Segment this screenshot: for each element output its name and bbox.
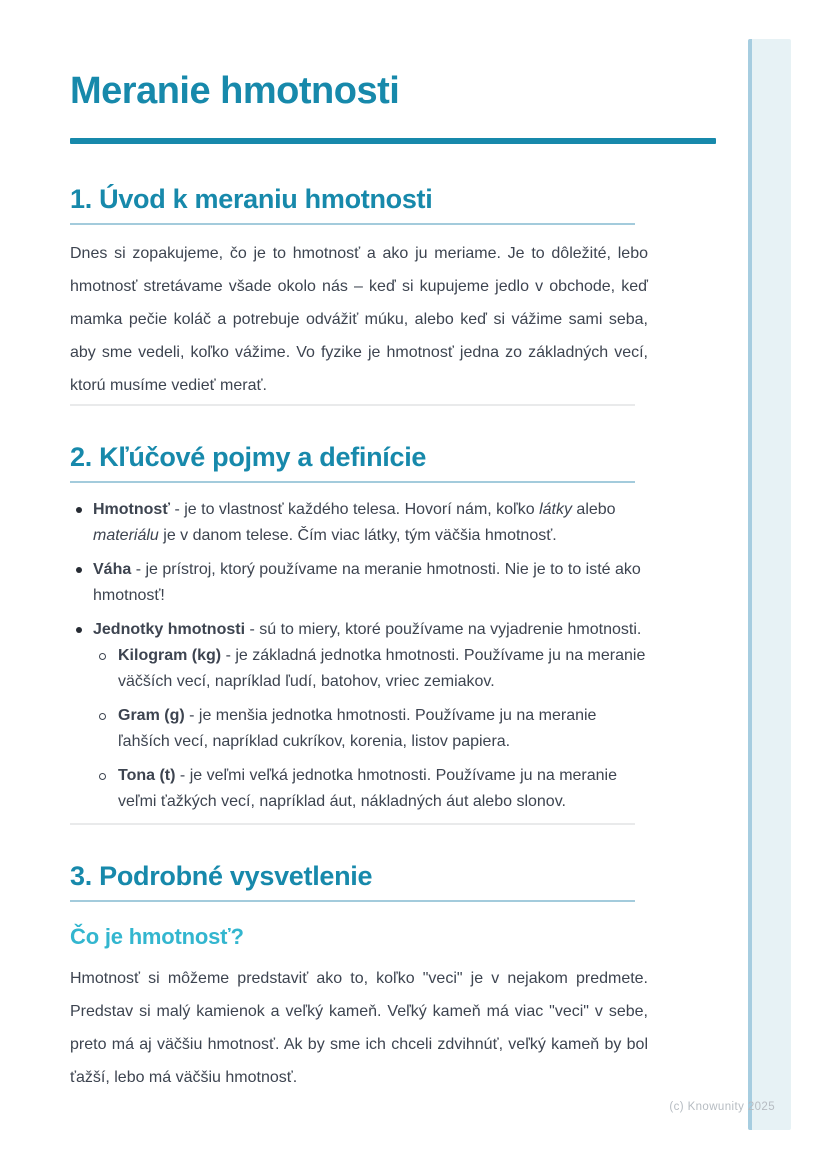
bullet-icon — [76, 507, 82, 513]
section-divider — [70, 404, 635, 406]
page-edge-strip — [748, 39, 791, 1130]
section-3-heading: 3. Podrobné vysvetlenie — [70, 860, 373, 891]
text-run: alebo — [571, 500, 616, 518]
text-run: - je to vlastnosť každého telesa. Hovorí nám, koľko — [170, 500, 540, 518]
title-divider — [70, 138, 716, 144]
term-bold: Jednotky hmotnosti — [93, 620, 246, 638]
subsection-heading: Čo je hmotnosť? — [70, 924, 244, 950]
section-2-underline — [70, 481, 635, 483]
sub-list-item — [93, 703, 648, 755]
bullet-icon — [76, 627, 82, 633]
circle-bullet-icon — [99, 653, 106, 660]
term-bold: Tona (t) — [118, 766, 176, 784]
term-bold: Hmotnosť — [93, 500, 170, 518]
list-item-text — [118, 647, 645, 690]
section-1-underline — [70, 223, 635, 225]
list-item-text — [93, 621, 641, 638]
text-run: - je veľmi veľká jednotka hmotnosti. Používame ju na meranie veľmi ťažkých vecí, napríklad áut, nákladných áut alebo slonov. — [118, 766, 618, 810]
list-item — [70, 617, 648, 815]
term-bold: Kilogram (kg) — [118, 646, 222, 664]
term-italic: látky — [539, 500, 572, 518]
sub-list-item — [93, 643, 648, 695]
list-item — [70, 497, 648, 549]
term-bold: Váha — [93, 560, 132, 578]
page-title: Meranie hmotnosti — [70, 70, 400, 112]
sub-list-item — [93, 763, 648, 815]
section-explanation — [70, 861, 648, 1094]
circle-bullet-icon — [99, 773, 106, 780]
section-3-underline — [70, 900, 635, 902]
term-italic: materiálu — [93, 526, 159, 544]
list-item-text — [118, 767, 617, 810]
section-divider — [70, 823, 635, 825]
list-item-text — [118, 707, 596, 750]
explanation-paragraph: Hmotnosť si môžeme predstaviť ako to, koľko "veci" je v nejakom predmete. Predstav si malý kamienok a veľký kameň. Veľký kameň má viac "veci" v sebe, preto má aj väčšiu hmotnosť. Ak by sme ich chceli zdvihnúť, veľký kameň by bol ťažší, lebo má väčšiu hmotnosť. — [70, 970, 648, 1087]
list-item-text — [93, 561, 641, 604]
section-intro — [70, 184, 648, 402]
list-item-text — [93, 501, 616, 544]
section-1-heading: 1. Úvod k meraniu hmotnosti — [70, 183, 433, 214]
section-key-terms — [70, 442, 648, 815]
watermark: (c) Knowunity 2025 — [669, 1101, 775, 1113]
intro-paragraph: Dnes si zopakujeme, čo je to hmotnosť a ako ju meriame. Je to dôležité, lebo hmotnosť stretávame všade okolo nás – keď si kupujeme jedlo v obchode, keď mamka pečie koláč a potrebuje odvážiť múku, alebo keď si vážime sami seba, aby sme vedeli, koľko vážime. Vo fyzike je hmotnosť jedna zo základných vecí, ktorú musíme vedieť merať. — [70, 244, 648, 394]
list-item — [70, 557, 648, 609]
term-bold: Gram (g) — [118, 706, 185, 724]
document-content — [70, 0, 648, 1094]
text-run: je v danom telese. Čím viac látky, tým väčšia hmotnosť. — [158, 526, 557, 544]
bullet-icon — [76, 567, 82, 573]
text-run: - je prístroj, ktorý používame na meranie hmotnosti. Nie je to to isté ako hmotnosť! — [93, 560, 641, 604]
units-sub-list — [93, 643, 648, 815]
text-run: - je základná jednotka hmotnosti. Používame ju na meranie väčších vecí, napríklad ľudí, batohov, vriec zemiakov. — [118, 646, 646, 690]
circle-bullet-icon — [99, 713, 106, 720]
text-run: - je menšia jednotka hmotnosti. Používame ju na meranie ľahších vecí, napríklad cukríkov, korenia, listov papiera. — [118, 706, 597, 750]
text-run: - sú to miery, ktoré používame na vyjadrenie hmotnosti. — [245, 620, 642, 638]
key-terms-list — [70, 497, 648, 815]
section-2-heading: 2. Kľúčové pojmy a definície — [70, 441, 427, 472]
